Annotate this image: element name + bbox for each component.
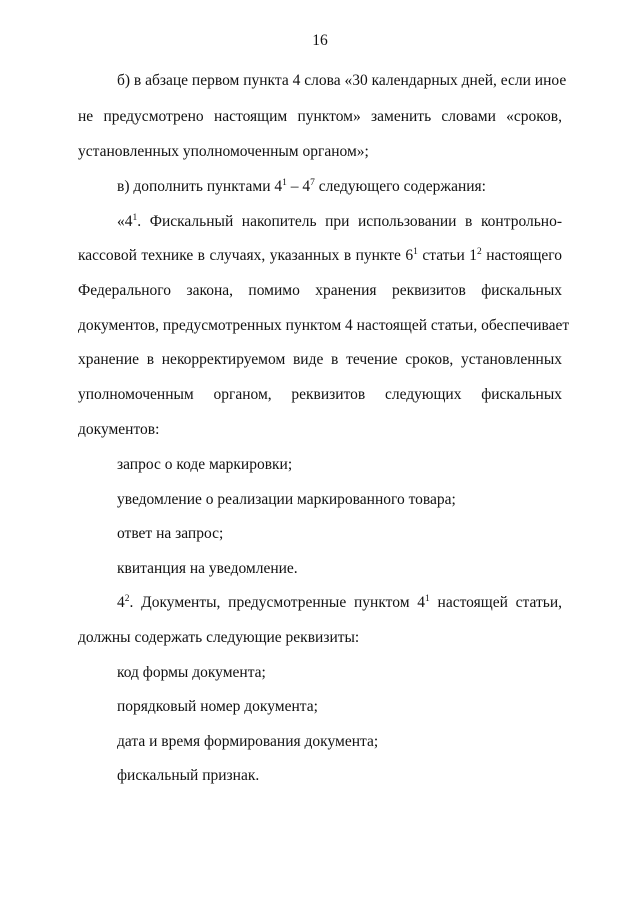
clause-4-2-line-2: должны содержать следующие реквизиты:	[78, 629, 360, 646]
clause-4-2-sup-2: 1	[425, 594, 430, 604]
clause-4-1-line-2-sup-2: 2	[477, 247, 482, 257]
paragraph-v-text-c: следующего содержания:	[314, 178, 486, 195]
paragraph-v-sup-2: 7	[310, 178, 315, 188]
paragraph-b-line-3: установленных уполномоченным органом»;	[78, 143, 369, 160]
clause-4-2-line-1	[117, 593, 562, 613]
clause-4-1-line-3: Федерального закона, помимо хранения реквизитов фискальных	[78, 282, 562, 299]
clause-4-1-text: . Фискальный накопитель при использовании в контрольно-	[137, 213, 562, 230]
list-item: квитанция на уведомление.	[117, 560, 298, 577]
list-item: порядковый номер документа;	[117, 698, 318, 715]
clause-4-1-line-2-sup-1: 1	[413, 247, 418, 257]
list-item: уведомление о реализации маркированного товара;	[117, 491, 456, 508]
paragraph-b-line-1: б) в абзаце первом пункта 4 слова «30 календарных дней, если иное	[117, 72, 567, 89]
paragraph-b-line-2: не предусмотрено настоящим пунктом» заменить словами «сроков,	[78, 108, 562, 125]
clause-4-1-line-2	[78, 246, 562, 266]
list-item: запрос о коде маркировки;	[117, 456, 293, 473]
list-item: дата и время формирования документа;	[117, 733, 379, 750]
paragraph-v-sup-1: 1	[282, 178, 287, 188]
clause-4-2-num: 4	[117, 594, 125, 611]
clause-4-2-text-a: . Документы, предусмотренные пунктом 4	[129, 594, 426, 611]
clause-4-1-sup: 1	[132, 213, 138, 223]
page-number: 16	[312, 32, 328, 49]
paragraph-v	[117, 177, 562, 197]
list-item: код формы документа;	[117, 664, 266, 681]
list-item: ответ на запрос;	[117, 525, 224, 542]
clause-4-1-line-4: документов, предусмотренных пунктом 4 настоящей статьи, обеспечивает	[78, 317, 570, 334]
clause-4-2-text-b: настоящей статьи,	[429, 594, 562, 611]
clause-4-1-open: «4	[117, 213, 133, 230]
clause-4-1-line-2-a: кассовой технике в случаях, указанных в пункте 6	[78, 247, 414, 264]
clause-4-1-line-5: хранение в некорректируемом виде в течение сроков, установленных	[78, 351, 562, 368]
clause-4-1-line-1	[117, 212, 562, 232]
clause-4-1-line-7: документов:	[78, 421, 160, 438]
clause-4-2-sup-1: 2	[124, 594, 130, 604]
paragraph-v-text-a: в) дополнить пунктами 4	[117, 178, 283, 195]
clause-4-1-line-2-c: настоящего	[481, 247, 562, 264]
clause-4-1-line-2-b: статьи 1	[417, 247, 478, 264]
paragraph-v-text-b: – 4	[286, 178, 311, 195]
clause-4-1-line-6: уполномоченным органом, реквизитов следующих фискальных	[78, 386, 562, 403]
list-item: фискальный признак.	[117, 767, 260, 784]
